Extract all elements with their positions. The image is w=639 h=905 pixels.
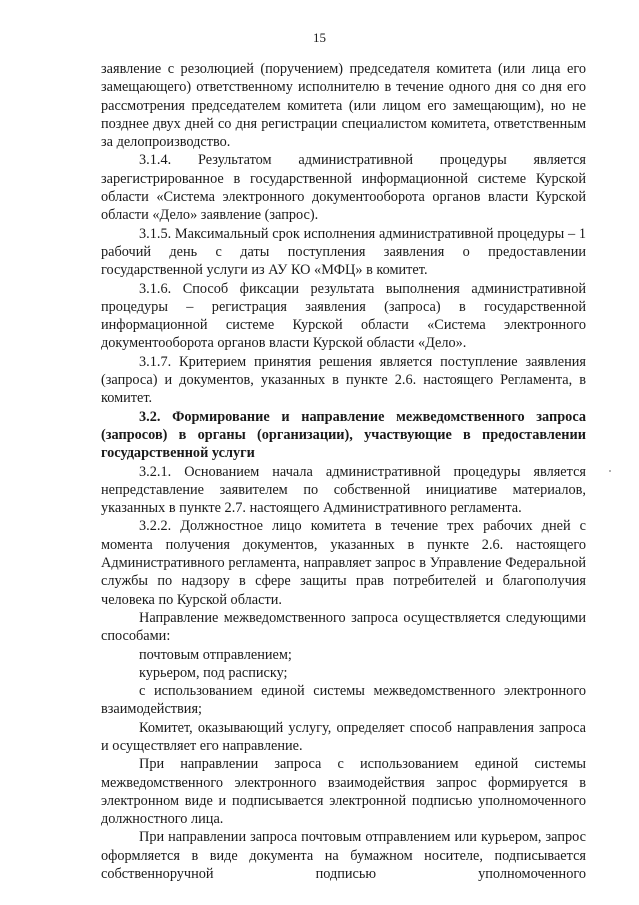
list-item-courier: курьером, под расписку; — [139, 664, 288, 681]
paragraph-3-1-5: 3.1.5. Максимальный срок исполнения административной процедуры – 1 рабочий день с даты поступления заявления о предоставлении государственной услуги из АУ КО «МФЦ» в комитет. — [101, 225, 586, 279]
paragraph-3-2-2: 3.2.2. Должностное лицо комитета в течение трех рабочих дней с момента получения документов, указанных в пункте 2.6. настоящего Административного регламента, направляет запрос в Управление Федеральной службы по надзору в сфере защиты прав потребителей и благополучия человека по Курской области. — [101, 518, 586, 608]
scan-artifact-dot — [609, 470, 611, 472]
paragraph-electronic-request: При направлении запроса с использованием единой системы межведомственного электронного взаимодействия запрос формируется в электронном виде и подписывается электронной подписью уполномоченного должностного лица. — [101, 756, 586, 828]
list-item-postal: почтовым отправлением; — [139, 646, 292, 663]
section-heading-3-2: 3.2. Формирование и направление межведомственного запроса (запросов) в органы (организации), участвующие в предоставлении государственной услуги — [101, 408, 586, 462]
paragraph-continuation: заявление с резолюцией (поручением) председателя комитета (или лица его замещающего) ответственному исполнителю в течение одного дня со дня его рассмотрения председателем комитета (или лицом его замещающим), но не позднее двух дней со дня регистрации специалистом комитета, ответственным за делопроизводство. — [101, 61, 586, 151]
paragraph-postal-request: При направлении запроса почтовым отправлением или курьером, запрос оформляется в виде документа на бумажном носителе, подписывается собственноручной подписью уполномоченного — [101, 829, 586, 883]
paragraph-3-2-1: 3.2.1. Основанием начала административной процедуры является непредставление заявителем по собственной инициативе материалов, указанных в пункте 2.7. настоящего Административного регламента. — [101, 463, 586, 517]
list-item-electronic: с использованием единой системы межведомственного электронного взаимодействия; — [101, 683, 586, 718]
paragraph-request-methods-intro: Направление межведомственного запроса осуществляется следующими способами: — [101, 609, 586, 645]
paragraph-3-1-4: 3.1.4. Результатом административной процедуры является зарегистрированное в государственной информационной системе Курской области «Система электронного документооборота органов власти Курской области «Дело» заявление (запрос). — [101, 152, 586, 224]
document-body — [101, 60, 586, 883]
paragraph-committee-method: Комитет, оказывающий услугу, определяет способ направления запроса и осуществляет его направление. — [101, 719, 586, 754]
page-number: 15 — [313, 30, 326, 45]
paragraph-3-1-6: 3.1.6. Способ фиксации результата выполнения административной процедуры – регистрация заявления (запроса) в государственной информационной системе Курской области «Система электронного документооборота органов власти Курской области «Дело». — [101, 280, 586, 352]
paragraph-3-1-7: 3.1.7. Критерием принятия решения является поступление заявления (запроса) и документов, указанных в пункте 2.6. настоящего Регламента, в комитет. — [101, 353, 586, 407]
